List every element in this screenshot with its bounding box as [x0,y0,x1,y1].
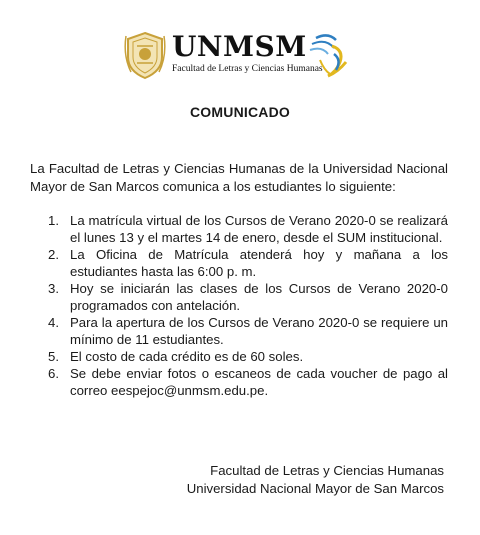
page-title: COMUNICADO [190,104,290,120]
item-number: 4. [48,315,59,330]
item-number: 1. [48,213,59,228]
university-crest-icon [122,30,168,80]
signature-university: Universidad Nacional Mayor de San Marcos [186,481,444,496]
intro-paragraph: La Facultad de Letras y Ciencias Humanas de la Universidad Nacional Mayor de San Marcos comunica a los estudiantes lo siguiente: [30,161,448,194]
brand-subtitle: Facultad de Letras y Ciencias Humanas [172,64,323,74]
item-text: Hoy se iniciarán las clases de los Cursos de Verano 2020-0 programados con antelación. [70,281,448,313]
list-item [30,212,448,246]
item-text: Se debe enviar fotos o escaneos de cada voucher de pago al correo eespejoc@unmsm.edu.pe. [70,366,448,398]
item-text: Para la apertura de los Cursos de Verano 2020-0 se requiere un mínimo de 11 estudiantes. [70,315,448,347]
item-text: La matrícula virtual de los Cursos de Verano 2020-0 se realizará el lunes 13 y el martes 14 de enero, desde el SUM institucional. [70,213,448,245]
letterhead [122,28,352,86]
list-item [30,365,448,399]
brand-block [172,32,323,75]
item-number: 2. [48,247,59,262]
item-number: 6. [48,366,59,381]
signature-faculty: Facultad de Letras y Ciencias Humanas [210,463,444,478]
list-item [30,314,448,348]
item-number: 5. [48,349,59,364]
faculty-logo-icon [306,30,350,80]
item-number: 3. [48,281,59,296]
list-item [30,246,448,280]
brand-title: UNMSM [172,30,307,63]
item-text: El costo de cada crédito es de 60 soles. [70,349,304,364]
signature-block [187,462,444,498]
item-text: La Oficina de Matrícula atenderá hoy y mañana a los estudiantes hasta las 6:00 p. m. [70,247,448,279]
list-item [30,280,448,314]
list-item [30,348,448,365]
announcement-list [30,212,448,399]
